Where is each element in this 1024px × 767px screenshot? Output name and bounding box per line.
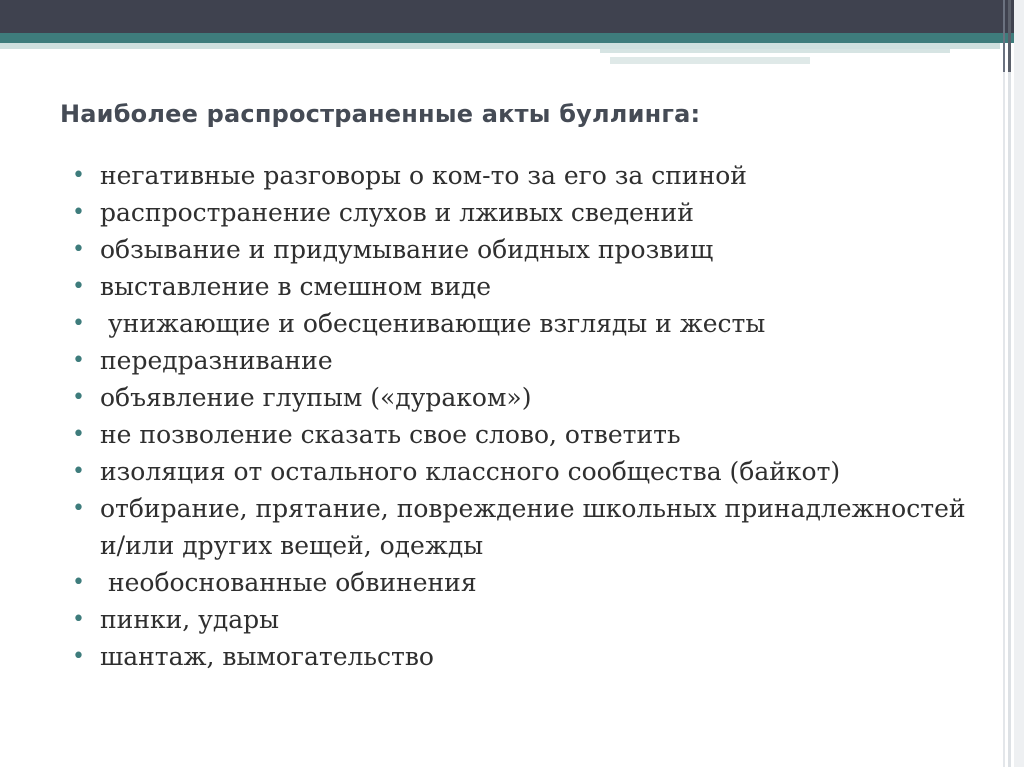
list-item-text: необоснованные обвинения: [100, 568, 477, 597]
bullet-icon: •: [72, 607, 85, 632]
bullet-icon: •: [72, 459, 85, 484]
list-item: [72, 601, 972, 638]
side-stripe: [1014, 0, 1024, 767]
list-item: [72, 305, 972, 342]
side-stripe: [1003, 0, 1005, 72]
list-item: [72, 231, 972, 268]
side-stripe: [1003, 0, 1005, 767]
bullet-icon: •: [72, 348, 85, 373]
list-item-text: выставление в смешном виде: [100, 272, 492, 301]
side-stripe: [1008, 0, 1011, 72]
bullet-icon: •: [72, 570, 85, 595]
list-item: [72, 638, 972, 675]
list-item: [72, 490, 972, 564]
bullet-icon: •: [72, 496, 85, 521]
bullet-list: [72, 157, 972, 675]
bullet-icon: •: [72, 644, 85, 669]
header-band-light: [600, 49, 950, 53]
list-item-text: негативные разговоры о ком-то за его за спиной: [100, 161, 747, 190]
list-item-text: отбирание, прятание, повреждение школьных принадлежностей и/или других вещей, одежды: [100, 494, 966, 560]
list-item: [72, 268, 972, 305]
list-item-text: передразнивание: [100, 346, 333, 375]
header-band-teal: [0, 33, 1024, 43]
list-item: [72, 416, 972, 453]
list-item-text: не позволение сказать свое слово, ответить: [100, 420, 681, 449]
header-band-light: [610, 57, 810, 64]
list-item: [72, 564, 972, 601]
list-item: [72, 194, 972, 231]
bullet-icon: •: [72, 237, 85, 262]
list-item: [72, 379, 972, 416]
list-item-text: пинки, удары: [100, 605, 280, 634]
bullet-icon: •: [72, 311, 85, 336]
list-item: [72, 157, 972, 194]
slide-title: Наиболее распространенные акты буллинга:: [60, 100, 701, 128]
list-item-text: шантаж, вымогательство: [100, 642, 434, 671]
bullet-icon: •: [72, 200, 85, 225]
side-stripe: [1008, 0, 1011, 767]
bullet-icon: •: [72, 274, 85, 299]
list-item-text: изоляция от остального классного сообщества (байкот): [100, 457, 841, 486]
list-item-text: распространение слухов и лживых сведений: [100, 198, 694, 227]
bullet-icon: •: [72, 422, 85, 447]
list-item: [72, 342, 972, 379]
header-band-dark: [0, 0, 1024, 33]
list-item-text: унижающие и обесценивающие взгляды и жесты: [100, 309, 766, 338]
list-item: [72, 453, 972, 490]
bullet-icon: •: [72, 163, 85, 188]
list-item-text: обзывание и придумывание обидных прозвищ: [100, 235, 714, 264]
bullet-icon: •: [72, 385, 85, 410]
list-item-text: объявление глупым («дураком»): [100, 383, 532, 412]
